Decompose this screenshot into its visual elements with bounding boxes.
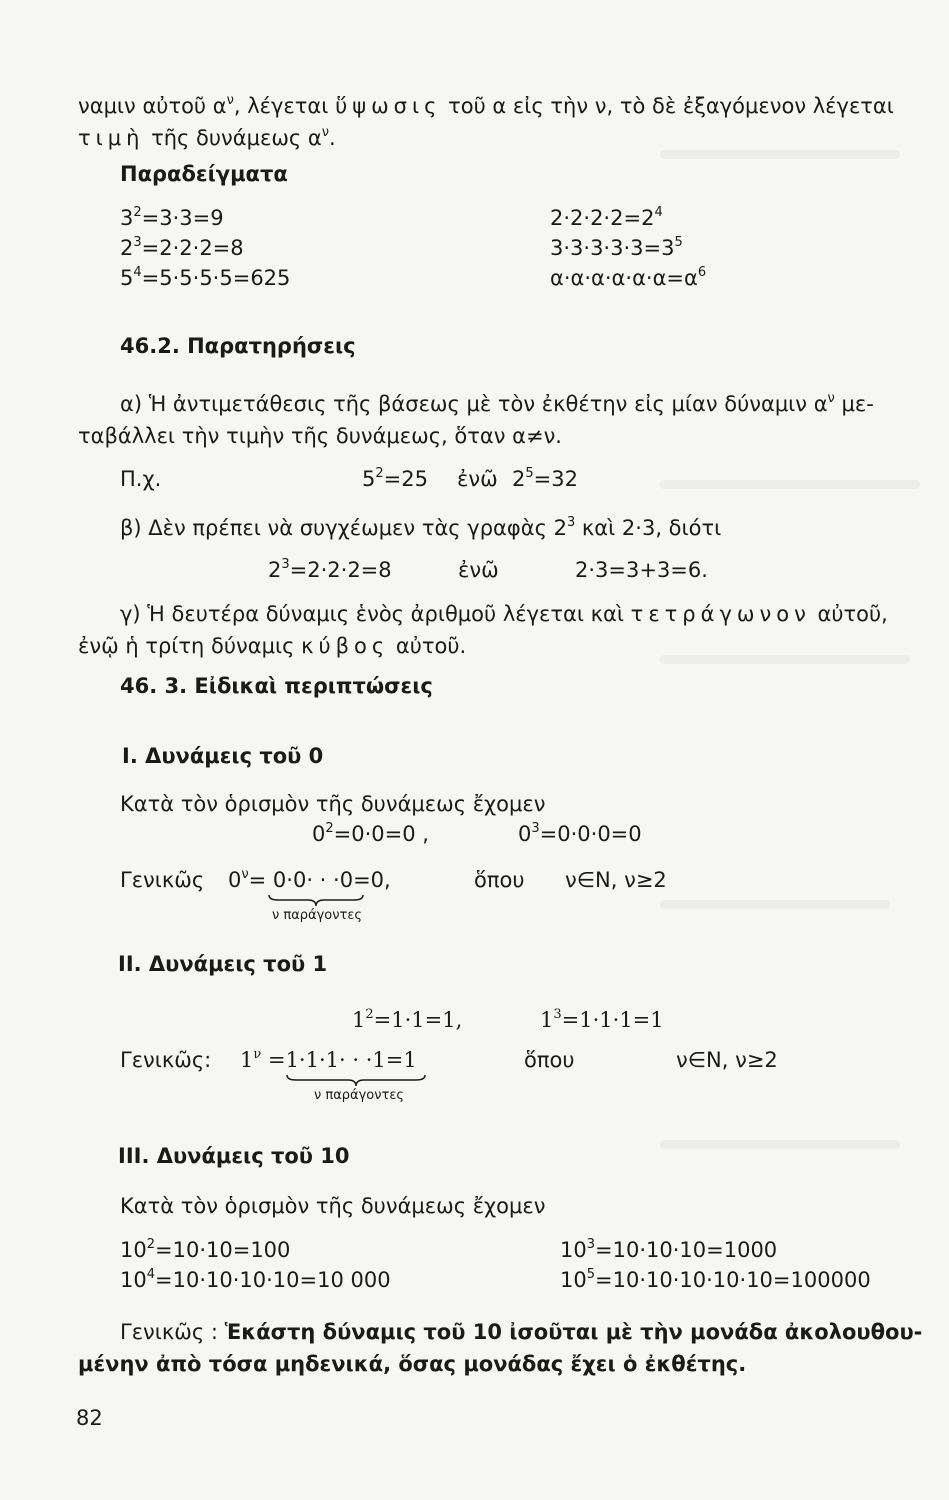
ten-general-line-1: Γενικῶς : Ἑκάστη δύναμις τοῦ 10 ἰσοῦται μὲ τὴν μονάδα ἀκολουθου- — [120, 1320, 923, 1344]
one-general-opou: ὅπου — [524, 1048, 575, 1072]
ten-power-2: $10^2=10\cdot 10=100$ — [120, 1237, 291, 1262]
zero-general-label: Γενικῶς — [120, 868, 205, 892]
zero-power-2: $0^2=0\cdot 0=0$ , — [312, 821, 429, 846]
example-right-3: $\alpha\cdot\alpha\cdot\alpha\cdot\alpha\cdot\alpha\cdot\alpha=\alpha^6$ — [550, 265, 707, 290]
ten-general-rule-part-1: Ἑκάστη δύναμις τοῦ 10 ἰσοῦται μὲ τὴν μονάδα ἀκολουθου- — [224, 1320, 923, 1344]
remark-b-math-2: 2·3=3+3=6. — [575, 558, 708, 582]
remark-c-line-2: ἐνῷ ἡ τρίτη δύναμις κύβος αὐτοῦ. — [78, 634, 467, 658]
example-px-math-2: $2^5=32$ — [512, 466, 578, 491]
subsection-I-heading: I. Δυνάμεις τοῦ 0 — [122, 744, 324, 768]
example-left-2: $2^3=2\cdot 2\cdot 2=8$ — [120, 235, 244, 260]
remark-a-line-1: α) Ἡ ἀντιμετάθεσις τῆς βάσεως μὲ τὸν ἐκθέτην εἰς μίαν δύναμιν $\alpha^\nu$ με- — [120, 391, 874, 416]
subsection-I-text: Κατὰ τὸν ὁρισμὸν τῆς δυνάμεως ἔχομεν — [120, 792, 546, 816]
remark-c-line-1: γ) Ἡ δευτέρα δύναμις ἑνὸς ἀριθμοῦ λέγεται καὶ τετράγωνον αὐτοῦ, — [120, 602, 888, 626]
section-46-3-heading: 46. 3. Εἰδικαὶ περιπτώσεις — [120, 674, 433, 698]
zero-underbrace-label: ν παράγοντες — [272, 908, 363, 923]
examples-heading: Παραδείγματα — [120, 162, 288, 186]
remark-b-math-1: $2^3=2\cdot 2\cdot 2=8$ — [268, 557, 392, 582]
subsection-II-heading: II. Δυνάμεις τοῦ 1 — [118, 952, 328, 976]
zero-power-3: $0^3=0\cdot 0\cdot 0=0$ — [518, 821, 642, 846]
one-general-condition: ν∈N, ν≥2 — [676, 1048, 778, 1072]
one-general-formula: $1^\nu =1\cdot 1\cdot 1\cdot \cdot \cdot 1=1$ — [240, 1047, 417, 1072]
subsection-III-heading: III. Δυνάμεις τοῦ 10 — [118, 1144, 350, 1168]
intro-line-2: τιμὴ τῆς δυνάμεως $\alpha^\nu$. — [78, 125, 336, 150]
intro-line-1: ναμιν αὐτοῦ $\alpha^\nu$, λέγεται ὕψωσις τοῦ α εἰς τὴν ν, τὸ δὲ ἐξαγόμενον λέγεται — [78, 93, 894, 118]
subsection-III-text: Κατὰ τὸν ὁρισμὸν τῆς δυνάμεως ἔχομεν — [120, 1194, 546, 1218]
page-number: 82 — [76, 1406, 103, 1430]
example-right-2: $3\cdot 3\cdot 3\cdot 3\cdot 3=3^5$ — [550, 235, 683, 260]
zero-general-formula: $0^\nu= 0\cdot 0\cdot \cdot \cdot 0=0$, — [228, 867, 391, 892]
ten-power-4: $10^4=10\cdot 10\cdot 10\cdot 10=10$ 000 — [120, 1267, 391, 1292]
ten-power-5: $10^5=10\cdot 10\cdot 10\cdot 10\cdot 10=100000$ — [560, 1267, 871, 1292]
example-px-eno: ἐνῶ — [457, 467, 498, 491]
one-general-label: Γενικῶς: — [120, 1048, 212, 1072]
ten-power-3: $10^3=10\cdot 10\cdot 10=1000$ — [560, 1237, 778, 1262]
example-right-1: $2\cdot 2\cdot 2\cdot 2=2^4$ — [550, 205, 663, 230]
one-underbrace-label: ν παράγοντες — [314, 1088, 405, 1103]
section-46-2-heading: 46.2. Παρατηρήσεις — [120, 334, 356, 358]
one-power-3: $1^3=1\cdot 1\cdot 1=1$ — [540, 1007, 664, 1032]
example-px-label: Π.χ. — [120, 467, 162, 491]
one-power-2: $1^2=1\cdot 1=1$, — [352, 1007, 463, 1032]
example-left-3: $5^4=5\cdot 5\cdot 5\cdot 5=625$ — [120, 265, 291, 290]
example-left-1: $3^2=3\cdot 3=9$ — [120, 205, 224, 230]
zero-general-condition: ν∈N, ν≥2 — [565, 868, 667, 892]
remark-b-eno: ἐνῶ — [458, 558, 499, 582]
example-px-math-1: $5^2=25$ — [362, 466, 428, 491]
ten-general-rule-part-2: μένην ἀπὸ τόσα μηδενικά, ὅσας μονάδας ἔχει ὁ ἐκθέτης. — [78, 1352, 747, 1376]
remark-a-line-2: ταβάλλει τὴν τιμὴν τῆς δυνάμεως, ὅταν α≠ν. — [78, 424, 562, 448]
remark-b-line-1: β) Δὲν πρέπει νὰ συγχέωμεν τὰς γραφὰς $2^3$ καὶ 2·3, διότι — [120, 515, 722, 540]
zero-general-opou: ὅπου — [474, 868, 525, 892]
